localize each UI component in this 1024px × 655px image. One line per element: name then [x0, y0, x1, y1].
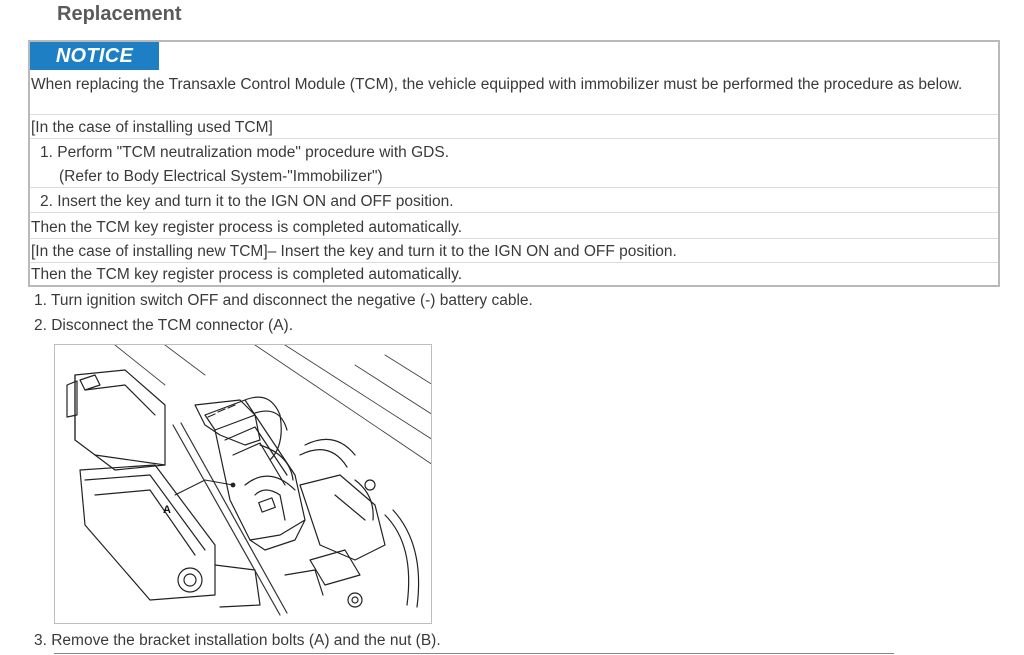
notice-new-case: [In the case of installing new TCM]– Insert the key and turn it to the IGN ON and OFF position. [31, 243, 677, 260]
notice-used-step-1: 1. Perform "TCM neutralization mode" procedure with GDS. [40, 144, 449, 161]
step-1: 1. Turn ignition switch OFF and disconnect the negative (-) battery cable. [34, 292, 533, 309]
page-title: Replacement [57, 3, 182, 25]
bottom-divider [54, 653, 894, 654]
notice-divider [30, 262, 998, 263]
step-2: 2. Disconnect the TCM connector (A). [34, 317, 294, 334]
notice-used-case: [In the case of installing used TCM] [31, 119, 273, 136]
notice-used-step-2: 2. Insert the key and turn it to the IGN ON and OFF position. [40, 193, 454, 210]
tcm-connector [205, 400, 305, 550]
callout-a-label: A [163, 504, 171, 516]
notice-divider [30, 187, 998, 188]
notice-divider [30, 212, 998, 213]
notice-new-result: Then the TCM key register process is completed automatically. [31, 266, 463, 283]
notice-divider [30, 238, 998, 239]
notice-used-step-1-ref: (Refer to Body Electrical System-"Immobilizer") [59, 168, 383, 185]
notice-intro: When replacing the Transaxle Control Module (TCM), the vehicle equipped with immobilizer must be performed the procedure as below. [31, 76, 963, 93]
notice-divider [30, 138, 998, 139]
battery-illustration [67, 370, 165, 470]
notice-used-result: Then the TCM key register process is completed automatically. [31, 219, 463, 236]
notice-badge: NOTICE [30, 42, 159, 70]
notice-divider [30, 114, 998, 115]
tcm-connector-figure [54, 344, 432, 624]
step-3: 3. Remove the bracket installation bolts (A) and the nut (B). [34, 632, 441, 649]
